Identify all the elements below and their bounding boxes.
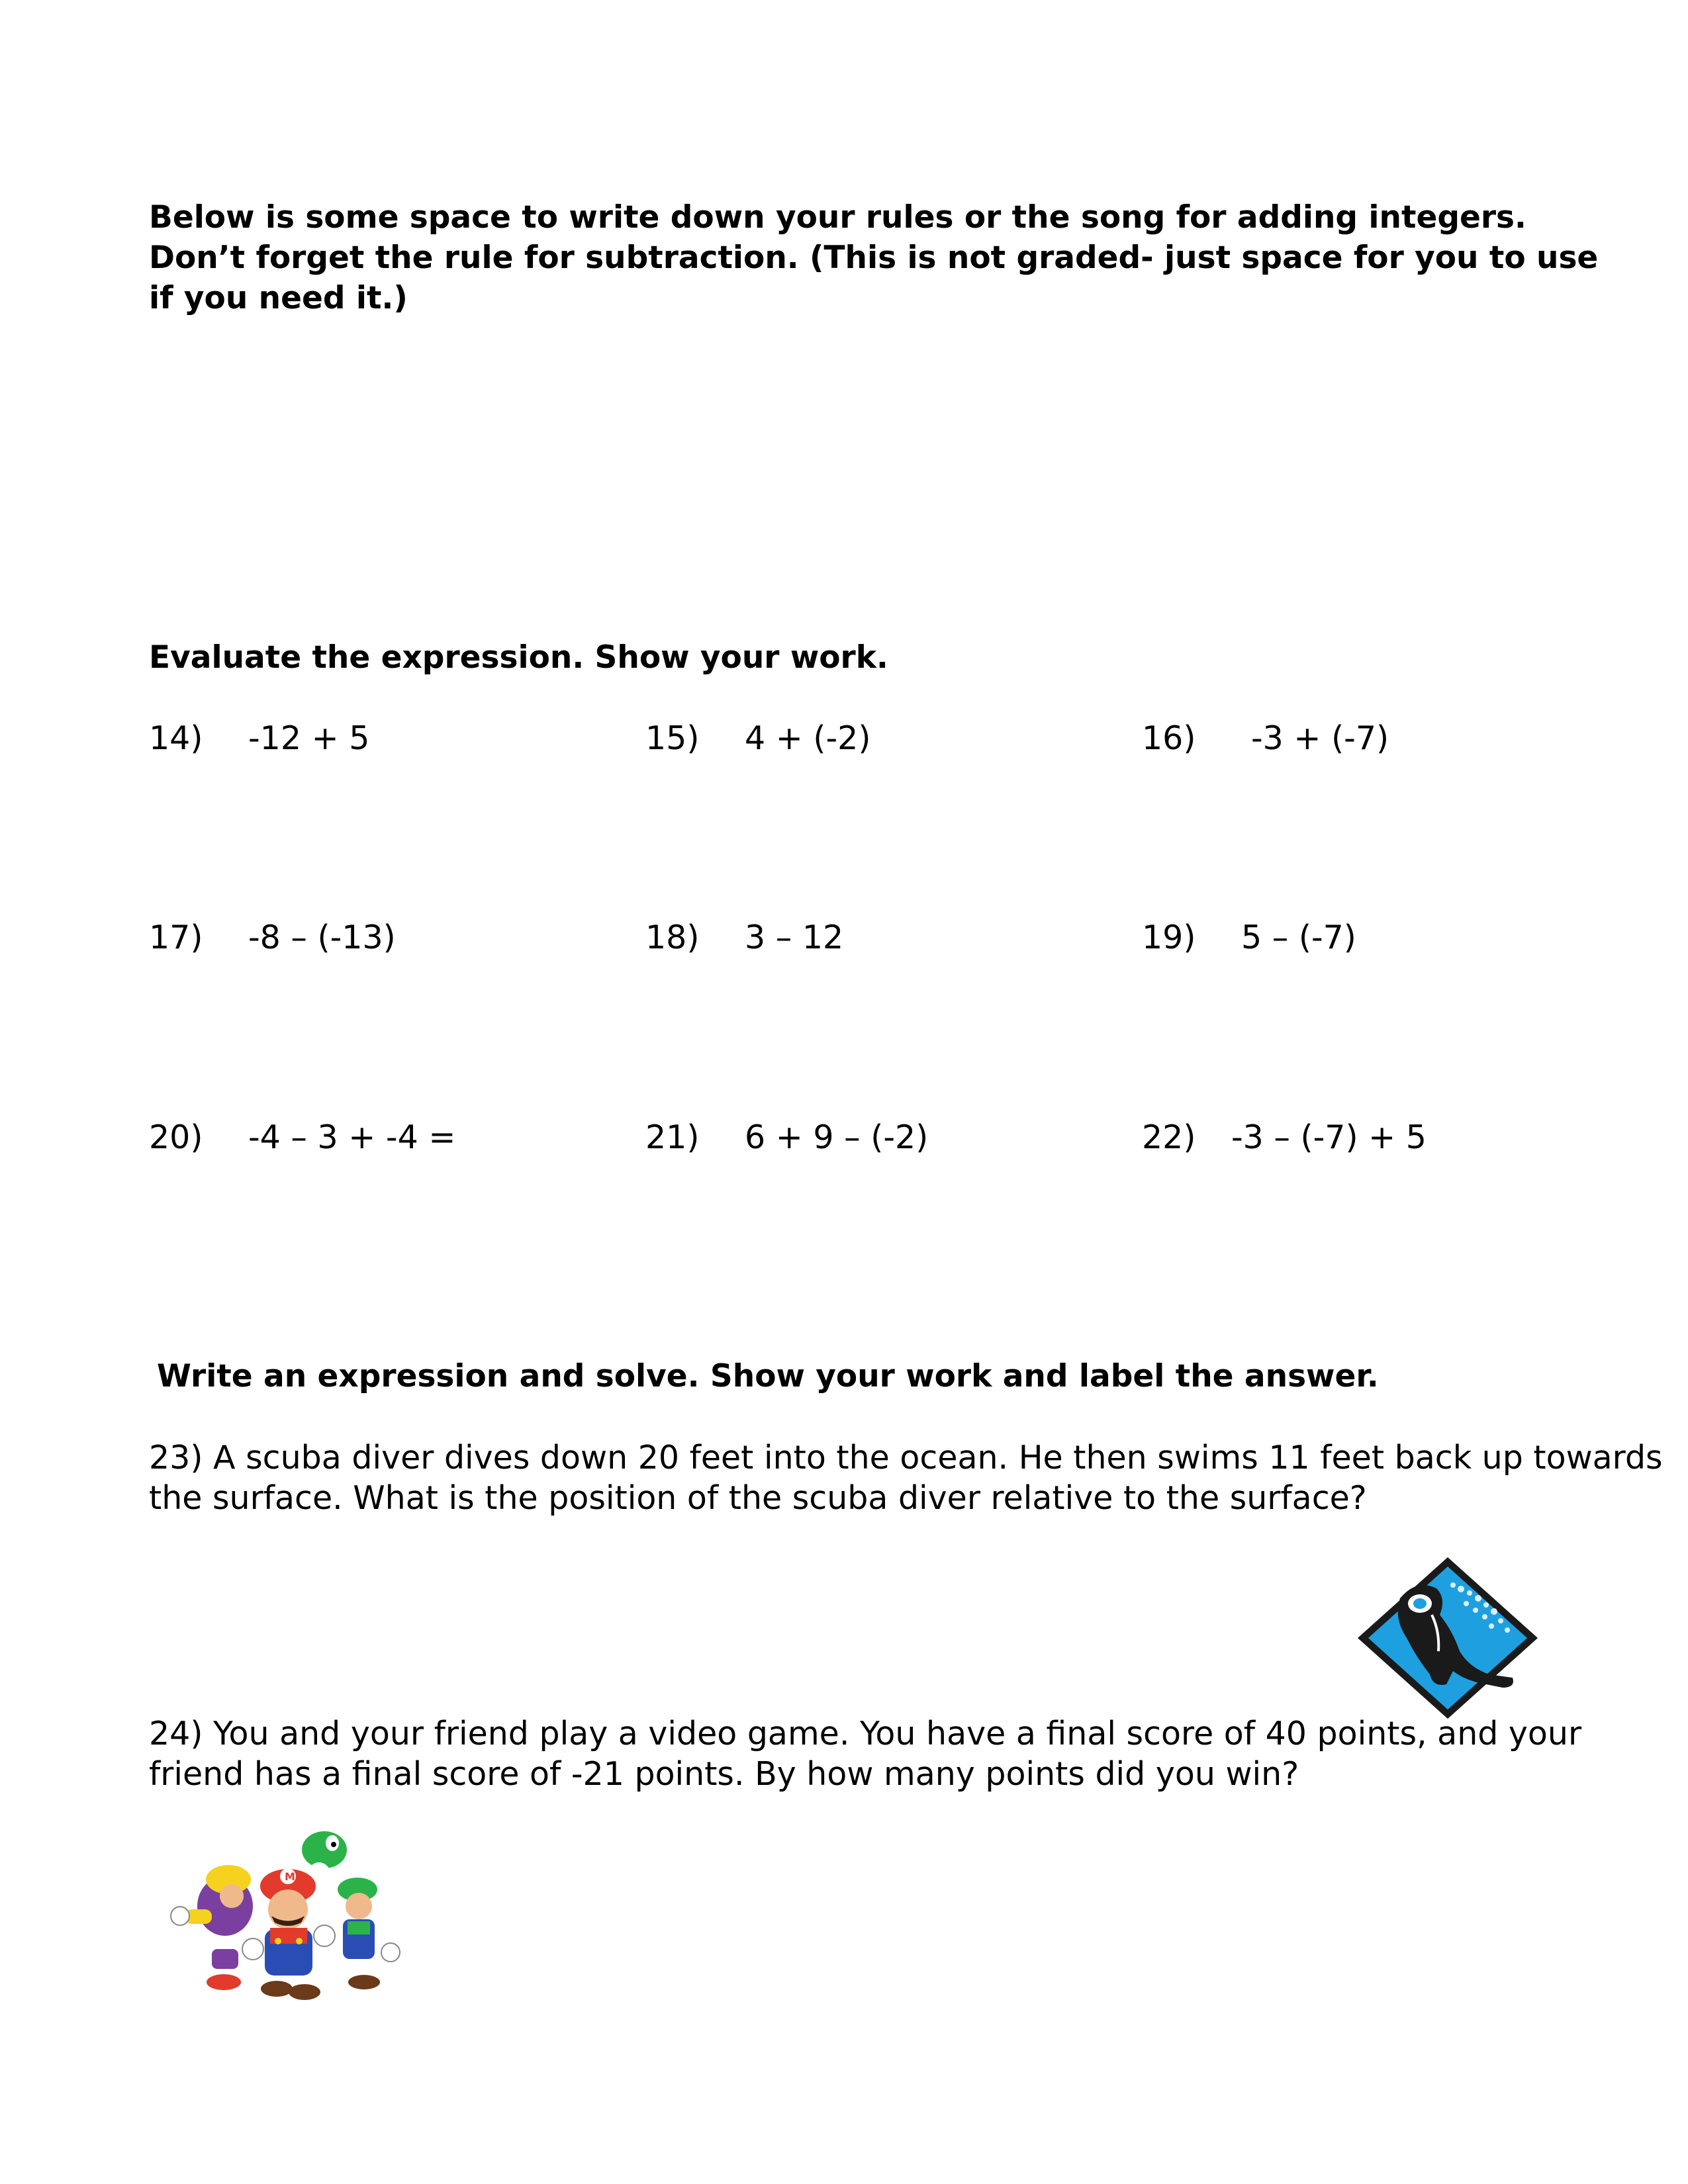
problem-expression: 3 – 12 [745, 919, 844, 956]
problem-22 [1142, 1117, 1427, 1158]
evaluate-heading: Evaluate the expression. Show your work. [149, 639, 888, 676]
problem-15 [645, 718, 871, 758]
word-problem-24 [149, 1713, 1581, 1794]
problem-number: 15) [645, 719, 700, 757]
intro-line-3: if you need it.) [149, 280, 408, 316]
problem-number: 16) [1142, 719, 1196, 757]
problem-number: 14) [149, 719, 203, 757]
word-problems-heading: Write an expression and solve. Show your work and label the answer. [157, 1358, 1379, 1394]
intro-line-2: Don’t forget the rule for subtraction. (This is not graded- just space for you to use [149, 240, 1599, 276]
word-problem-line: 23) A scuba diver dives down 20 feet into the ocean. He then swims 11 feet back up towards [149, 1439, 1663, 1477]
problem-number: 20) [149, 1118, 203, 1156]
problem-number: 21) [645, 1118, 700, 1156]
word-problem-line: 24) You and your friend play a video game. You have a final score of 40 points, and your [149, 1715, 1582, 1752]
problem-expression: -3 + (-7) [1251, 719, 1389, 757]
problem-expression: 6 + 9 – (-2) [745, 1118, 929, 1156]
problem-17 [149, 917, 396, 958]
problem-expression: -12 + 5 [248, 719, 370, 757]
svg-text:M: M [285, 1870, 295, 1883]
word-problem-23 [149, 1437, 1663, 1518]
intro-instructions [149, 197, 1599, 318]
problem-number: 17) [149, 919, 203, 956]
problem-number: 22) [1142, 1118, 1196, 1156]
problem-20 [149, 1117, 456, 1158]
video-game-characters-illustration [165, 1823, 404, 2009]
word-problem-line: the surface. What is the position of the scuba diver relative to the surface? [149, 1479, 1367, 1517]
problem-14 [149, 718, 370, 758]
problem-number: 19) [1142, 919, 1196, 956]
problem-expression: 4 + (-2) [745, 719, 871, 757]
scuba-diver-icon [1354, 1552, 1542, 1724]
problem-18 [645, 917, 844, 958]
problem-19 [1142, 917, 1356, 958]
problem-expression: 5 – (-7) [1241, 919, 1356, 956]
problem-expression: -8 – (-13) [248, 919, 396, 956]
word-problem-line: friend has a final score of -21 points. By how many points did you win? [149, 1755, 1299, 1793]
intro-line-1: Below is some space to write down your rules or the song for adding integers. [149, 199, 1526, 236]
problem-16 [1142, 718, 1389, 758]
problem-expression: -4 – 3 + -4 = [248, 1118, 456, 1156]
problem-21 [645, 1117, 929, 1158]
problem-expression: -3 – (-7) + 5 [1231, 1118, 1427, 1156]
problem-number: 18) [645, 919, 700, 956]
